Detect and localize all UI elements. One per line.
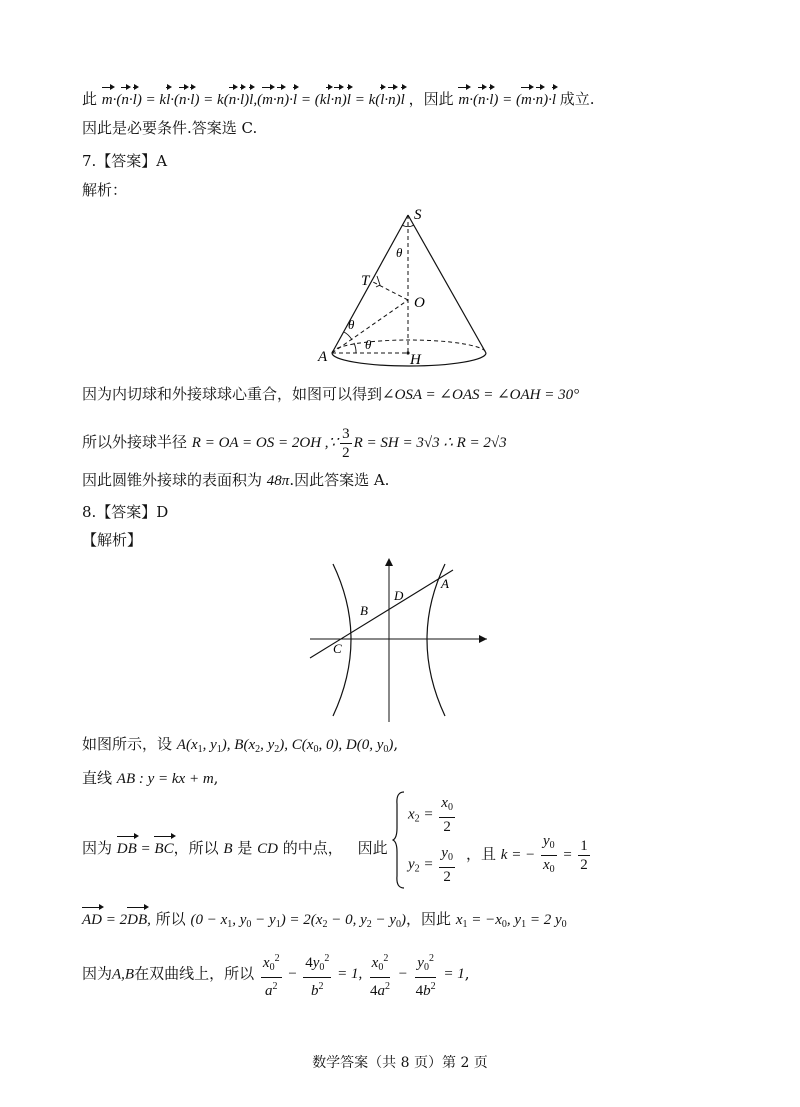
- y-axis-arrow: [385, 558, 393, 566]
- hyperbola-left-branch: [333, 564, 351, 716]
- label-H: H: [410, 352, 421, 368]
- text-then: ，因此: [406, 910, 452, 928]
- text-mid: ，因此: [408, 90, 454, 108]
- label-A: A: [318, 349, 328, 365]
- q8-line-midpoint: [82, 835, 388, 859]
- angle-arc-A2: [354, 343, 356, 353]
- cone-left-edge: [332, 215, 408, 353]
- q8-line-ad: [82, 906, 567, 935]
- formula-angles: ∠OSA = ∠OAS = ∠OAH = 30°: [382, 387, 580, 403]
- text-mid: 所以: [155, 910, 186, 928]
- text-mid3: 的中点，: [282, 839, 343, 857]
- text-suffix: .因此答案选 A.: [289, 471, 390, 489]
- segment-CD-ref: CD: [257, 841, 278, 857]
- text-mid: ，所以: [173, 839, 219, 857]
- formula-points: $A(x_1$, $y_1$), $B(x_2$, $y_2$), $C(x_0$, 0), D(0, $y_0$): [176, 737, 394, 755]
- q8-line-points: 如图所示，设 $A(x_1$, $y_1$), $B(x_2$, $y_2$), $C(x_0$, 0), D(0, $y_0$),: [82, 735, 399, 755]
- formula-hyperbola: $\frac{x_0^2}{a^2}$ − $\frac{4y_0^2}{b^2}$ = 1, $\frac{x_0^2}{4a^2}$ − $\frac{y_0^2}{4b^2}$ = 1: [259, 966, 465, 982]
- line-necessary: 因此是必要条件.答案选 C.: [82, 119, 258, 137]
- label-D: D: [394, 588, 404, 603]
- label-S: S: [414, 207, 422, 223]
- brace-icon: [392, 790, 406, 890]
- q7-line-angles: [82, 384, 579, 405]
- text: 因为: [82, 839, 113, 857]
- label-T: T: [361, 273, 370, 289]
- label-theta-S: θ: [396, 245, 403, 260]
- text-mid2: 是: [237, 839, 253, 857]
- label-B: B: [360, 603, 368, 618]
- formula-ad-coords: ($0 - x_1$, $y_0 - y_1) = 2(x_2 - 0$, $y_2 - y_0$): [190, 912, 407, 930]
- angle-arc-A1: [344, 332, 352, 340]
- hyperbola-diagram: [305, 556, 495, 724]
- formula-x1-y1: $x_1 = -x_0$, $y_1 = 2$ $y_0$: [455, 912, 567, 930]
- point-B-ref: B: [223, 841, 233, 857]
- q7-label: 解析：: [82, 181, 128, 199]
- text: 因此圆锥外接球的表面积为: [82, 471, 263, 489]
- page-footer: 数学答案（共 8 页）第 2 页: [312, 1055, 488, 1071]
- label-theta-A1: θ: [348, 317, 355, 332]
- formula-conclusion: m·(n·l) = (m·n)·l: [458, 92, 559, 108]
- formula-radius: R = OA = OS = 2OH ,∵ $\frac{3}{2}$ R = SH = 3√3 ∴ R = 2√3: [191, 426, 507, 462]
- points-AB-ref: A,B: [112, 966, 135, 983]
- formula-slope: k = − $\frac{y_0}{x_0}$ = $\frac{1}{2}$: [500, 833, 588, 875]
- q8-line-hyperbola: 因为A,B在双曲线上，所以 $\frac{x_0^2}{a^2}$ − $\frac{4y_0^2}{b^2}$ = 1, $\frac{x_0^2}{4a^2}$ − $\frac{y_0^2}{4b^2}$ = 1,: [82, 950, 470, 1000]
- line-AB: [310, 570, 453, 658]
- q7-line-area: [82, 470, 389, 491]
- text-prefix: 此: [82, 90, 98, 108]
- area-value: 48π: [266, 473, 290, 489]
- line-vector-identity: [82, 86, 595, 110]
- cone-diagram: [310, 203, 510, 368]
- text: 因为内切球和外接球球心重合，如图可以得到: [82, 385, 383, 403]
- q7-answer: 7.【答案】A: [82, 152, 168, 170]
- label-A: A: [441, 576, 449, 591]
- text: 如图所示，设: [82, 735, 173, 753]
- text-mid: 在双曲线上，所以: [134, 964, 255, 983]
- label-C: C: [333, 641, 342, 656]
- formula-vector-identity: m·(n·l) = kl·(n·l) = k(n·l)l,(m·n)·l = (kl·n)l = k(l·n)l: [102, 92, 409, 108]
- text: 直线: [82, 769, 113, 787]
- formula-vec-db-bc: DB = BC: [117, 841, 174, 857]
- cone-base-front: [332, 353, 486, 366]
- right-angle-mark: [376, 276, 380, 287]
- q7-line-radius: [82, 422, 507, 463]
- q8-label: 【解析】: [82, 531, 143, 549]
- slope-line: [466, 832, 592, 879]
- label-theta-A2: θ: [365, 337, 372, 352]
- label-O: O: [414, 295, 425, 311]
- text-and: ，且: [466, 844, 497, 863]
- text-suffix: 成立.: [559, 90, 595, 108]
- cone-right-edge: [408, 215, 486, 353]
- eq-x2: $x_2$ = $\frac{x_0}{2}$: [408, 795, 453, 835]
- formula-line-ab: AB : y = kx + m: [116, 771, 214, 787]
- eq-y2: $y_2$ = $\frac{y_0}{2}$: [408, 845, 453, 885]
- q8-line-ab: 直线 AB : y = kx + m,: [82, 769, 219, 787]
- x-axis-arrow: [479, 635, 487, 643]
- text: 所以外接球半径: [82, 433, 188, 451]
- segment-OT: [373, 282, 408, 300]
- text-then: 因此: [357, 839, 388, 857]
- text: 因为: [82, 964, 113, 983]
- q8-answer: 8.【答案】D: [82, 503, 169, 521]
- formula-ad: AD = 2DB,: [82, 912, 151, 928]
